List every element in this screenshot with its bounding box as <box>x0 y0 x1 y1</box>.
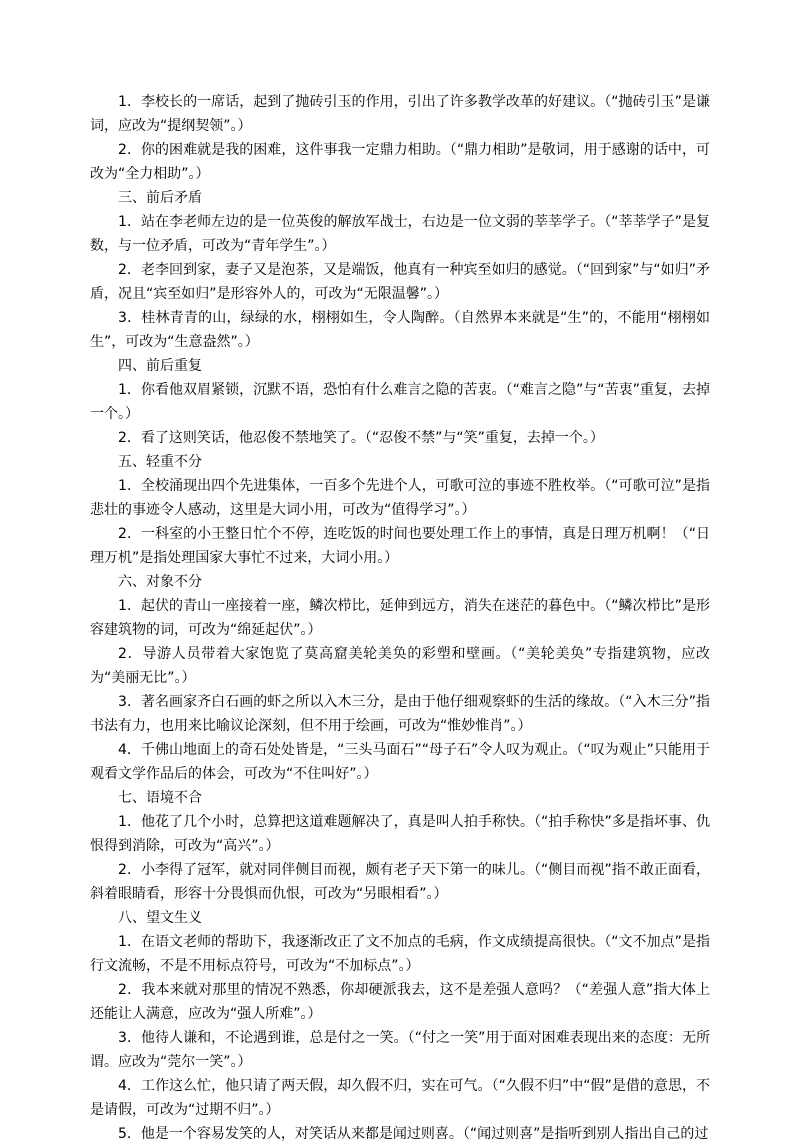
paragraph: 2．导游人员带着大家饱览了莫高窟美轮美奂的彩塑和壁画。（“美轮美奂”专指建筑物，应改为“美丽无比”。） <box>90 646 710 686</box>
paragraph: 2．老李回到家，妻子又是泡茶，又是端饭，他真有一种宾至如归的感觉。（“回到家”与“如归”矛盾，况且“宾至如归”是形容外人的，可改为“无限温馨”。） <box>90 262 710 302</box>
section-heading: 七、语境不合 <box>118 790 202 806</box>
paragraph: 3．著名画家齐白石画的虾之所以入木三分，是由于他仔细观察虾的生活的缘故。（“入木三分”指书法有力，也用来比喻议论深刻，但不用于绘画，可改为“惟妙惟肖”。） <box>90 694 710 734</box>
section-heading: 六、对象不分 <box>118 574 202 590</box>
paragraph: 5．他是一个容易发笑的人，对笑话从来都是闻过则喜。（“闻过则喜”是指听到别人指出自己的过 <box>118 1126 709 1142</box>
paragraph: 1．在语文老师的帮助下，我逐渐改正了文不加点的毛病，作文成绩提高很快。（“文不加点”是指行文流畅，不是不用标点符号，可改为“不加标点”。） <box>90 934 710 974</box>
section-heading: 四、前后重复 <box>118 358 202 374</box>
paragraph: 2．你的困难就是我的困难，这件事我一定鼎力相助。（“鼎力相助”是敬词，用于感谢的话中，可改为“全力相助”。） <box>90 142 710 182</box>
paragraph: 4．工作这么忙，他只请了两天假，却久假不归，实在可气。（“久假不归”中“假”是借的意思，不是请假，可改为“过期不归”。） <box>90 1078 710 1118</box>
document-page <box>90 90 710 1146</box>
paragraph: 1．他花了几个小时，总算把这道难题解决了，真是叫人拍手称快。（“拍手称快”多是指坏事、仇恨得到消除，可改为“高兴”。） <box>90 814 710 854</box>
paragraph: 1．全校涌现出四个先进集体，一百多个先进个人，可歌可泣的事迹不胜枚举。（“可歌可泣”是指悲壮的事迹令人感动，这里是大词小用，可改为“值得学习”。） <box>90 478 710 518</box>
paragraph: 1．起伏的青山一座接着一座，鳞次栉比，延伸到远方，消失在迷茫的暮色中。（“鳞次栉比”是形容建筑物的词，可改为“绵延起伏”。） <box>90 598 710 638</box>
paragraph: 2．一科室的小王整日忙个不停，连吃饭的时间也要处理工作上的事情，真是日理万机啊！（“日理万机”是指处理国家大事忙不过来，大词小用。） <box>90 526 710 566</box>
paragraph: 1．李校长的一席话，起到了抛砖引玉的作用，引出了许多教学改革的好建议。（“抛砖引玉”是谦词，应改为“提纲契领”。） <box>90 94 710 134</box>
paragraph: 4．千佛山地面上的奇石处处皆是，“三头马面石”“母子石”令人叹为观止。（“叹为观止”只能用于观看文学作品后的体会，可改为“不住叫好”。） <box>90 742 710 782</box>
section-heading: 三、前后矛盾 <box>118 190 202 206</box>
paragraph: 2．小李得了冠军，就对同伴侧目而视，颇有老子天下第一的味儿。（“侧目而视”指不敢正面看，斜着眼睛看，形容十分畏惧而仇恨，可改为“另眼相看”。） <box>90 862 710 902</box>
paragraph: 3．他待人谦和，不论遇到谁，总是付之一笑。（“付之一笑”用于面对困难表现出来的态度：无所谓。应改为“莞尔一笑”。） <box>90 1030 710 1070</box>
paragraph: 1．你看他双眉紧锁，沉默不语，恐怕有什么难言之隐的苦衷。（“难言之隐”与“苦衷”重复，去掉一个。） <box>90 382 710 422</box>
section-heading: 五、轻重不分 <box>118 454 202 470</box>
section-heading: 八、望文生义 <box>118 910 202 926</box>
paragraph: 1．站在李老师左边的是一位英俊的解放军战士，右边是一位文弱的莘莘学子。（“莘莘学子”是复数，与一位矛盾，可改为“青年学生”。） <box>90 214 710 254</box>
paragraph: 2．看了这则笑话，他忍俊不禁地笑了。（“忍俊不禁”与“笑”重复，去掉一个。） <box>118 430 604 446</box>
paragraph: 2．我本来就对那里的情况不熟悉，你却硬派我去，这不是差强人意吗？（“差强人意”指大体上还能让人满意，应改为“强人所难”。） <box>90 982 710 1022</box>
paragraph: 3．桂林青青的山，绿绿的水，栩栩如生，令人陶醉。（自然界本来就是“生”的，不能用“栩栩如生”，可改为“生意盎然”。） <box>90 310 710 350</box>
